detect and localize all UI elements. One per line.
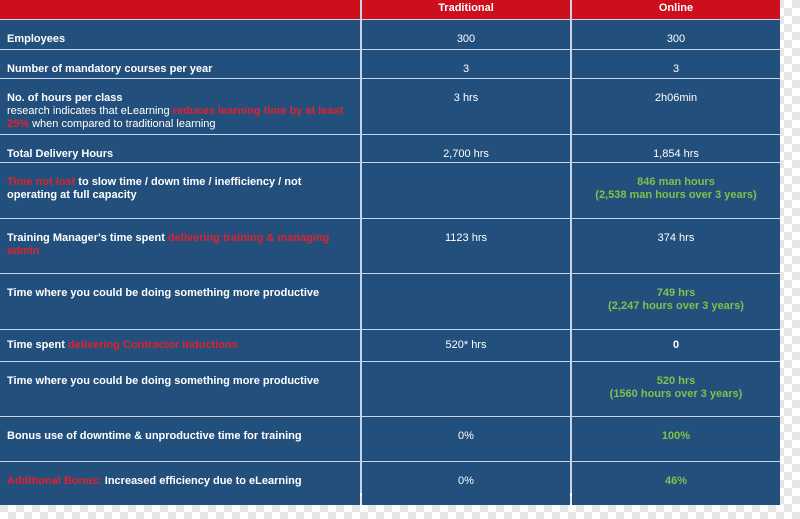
bonus-traditional: 0% [362,417,570,461]
productive-2-online-line2: (1560 hours over 3 years) [609,388,743,400]
additional-traditional: 0% [362,462,570,505]
productive-1-online-line1: 749 hrs [656,287,696,299]
productive-1-online [572,274,780,329]
total-delivery-online: 1,854 hrs [572,135,780,162]
productive-1-traditional [362,274,570,329]
productive-2-online-line1: 520 hrs [656,375,696,387]
time-not-lost-suffix: to slow time / down time / inefficiency / not operating at full capacity [7,176,302,201]
courses-online: 3 [572,50,780,78]
row-label-time-not-lost [0,163,360,218]
bonus-online: 100% [572,417,780,461]
contractor-traditional: 520* hrs [362,330,570,361]
row-label-manager-time [0,219,360,273]
row-label-productive-2: Time where you could be doing something more productive [0,362,360,416]
manager-time-online: 374 hrs [572,219,780,273]
manager-time-traditional: 1123 hrs [362,219,570,273]
time-not-lost-highlight: Time not lost [7,176,76,188]
note-prefix: research indicates that eLearning [7,105,173,117]
additional-highlight: Additional Bonus: [7,475,102,487]
row-label-additional [0,462,360,505]
time-not-lost-online-line2: (2,538 man hours over 3 years) [595,189,757,201]
total-delivery-traditional: 2,700 hrs [362,135,570,162]
contractor-online: 0 [572,330,780,361]
productive-2-traditional [362,362,570,416]
row-label-courses: Number of mandatory courses per year [0,50,360,78]
productive-2-online [572,362,780,416]
time-not-lost-traditional [362,163,570,218]
row-label-employees: Employees [0,20,360,49]
row-label-contractor [0,330,360,361]
employees-traditional: 300 [362,20,570,49]
contractor-prefix: Time spent [7,339,68,351]
manager-time-highlight: delivering training & managing admin [7,232,330,257]
row-label-total-delivery: Total Delivery Hours [0,135,360,162]
header-traditional: Traditional [362,0,570,19]
additional-suffix: Increased efficiency due to eLearning [101,475,302,487]
additional-online: 46% [572,462,780,505]
header-blank-cell [0,0,360,19]
note-highlight: reduces learning time by at least 25% [7,105,344,130]
contractor-highlight: delivering Contractor Inductions [67,339,238,351]
hours-per-class-traditional: 3 hrs [362,79,570,134]
row-label-bonus: Bonus use of downtime & unproductive time for training [0,417,360,461]
hours-per-class-title: No. of hours per class [7,92,123,104]
employees-online: 300 [572,20,780,49]
hours-per-class-note [7,105,354,131]
note-suffix: when compared to traditional learning [29,118,216,130]
header-online: Online [572,0,780,19]
productive-1-online-line2: (2,247 hours over 3 years) [608,300,744,312]
hours-per-class-online: 2h06min [572,79,780,134]
time-not-lost-online [572,163,780,218]
row-label-hours-per-class [0,79,360,134]
courses-traditional: 3 [362,50,570,78]
manager-time-prefix: Training Manager's time spent [7,232,168,244]
time-not-lost-online-line1: 846 man hours [637,176,715,188]
row-label-productive-1: Time where you could be doing something more productive [0,274,360,329]
